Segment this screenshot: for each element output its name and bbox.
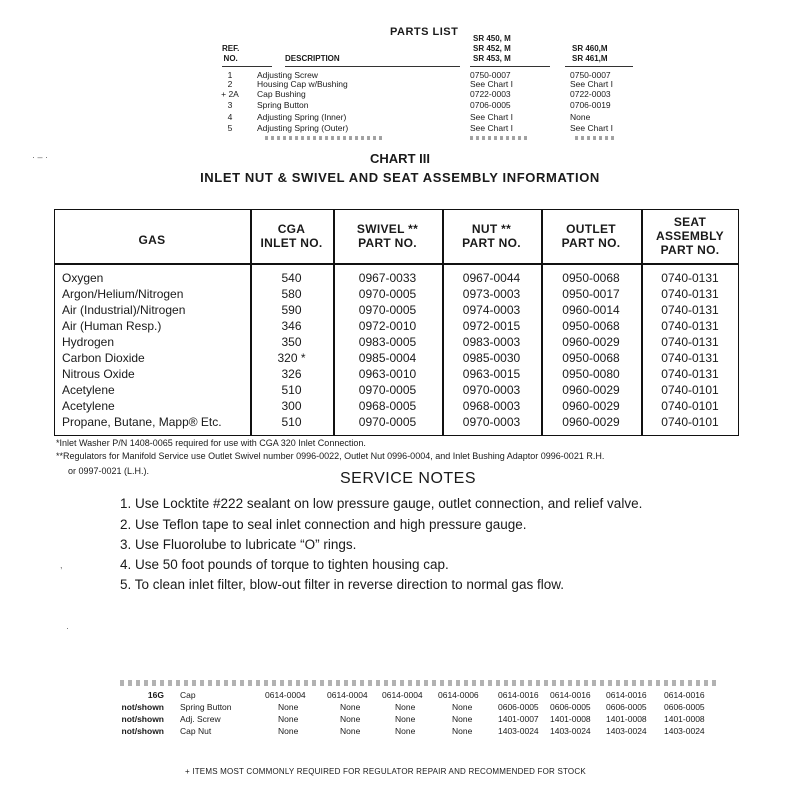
swivel-cell: 0967-0033	[358, 271, 417, 285]
desc-cell: Adjusting Screw	[257, 70, 318, 80]
part-cell: 1401-0007	[498, 714, 539, 724]
nut-cell: 0967-0044	[462, 271, 521, 285]
gas-cell: Carbon Dioxide	[62, 351, 145, 365]
nut-cell: 0973-0003	[462, 287, 521, 301]
part-cell: See Chart I	[470, 112, 513, 122]
cga-cell: 320 *	[277, 351, 306, 365]
swivel-cell: 0963-0010	[358, 367, 417, 381]
swivel-header	[333, 222, 442, 250]
part-cell: None	[278, 726, 299, 736]
model-1: SR 450, M	[473, 34, 511, 43]
gas-cell: Acetylene	[62, 383, 115, 397]
ref-header: REF.	[222, 44, 240, 53]
ref-cell: not/shown	[121, 726, 164, 736]
part-cell: None	[395, 702, 416, 712]
outlet-cell: 0950-0068	[562, 271, 620, 285]
part-cell: 0722-0003	[470, 89, 511, 99]
part-cell: 1403-0024	[606, 726, 647, 736]
rule	[285, 66, 460, 67]
part-cell: 0614-0016	[550, 690, 591, 700]
desc-cell: Spring Button	[180, 702, 232, 712]
cga-header	[250, 222, 333, 250]
part-cell: None	[452, 702, 473, 712]
ref-no-header	[222, 44, 239, 64]
seat-cell: 0740-0131	[661, 319, 719, 333]
outlet-header	[541, 222, 641, 250]
outlet-cell: 0960-0014	[562, 303, 620, 317]
manifold-service-note: **Regulators for Manifold Service use Outlet Swivel number 0996-0022, Outlet Nut 0996-0004, and Inlet Bushing Adaptor 0996-0021 R.H.	[56, 451, 605, 461]
cutoff-row-fragment	[120, 680, 720, 686]
swivel-cell: 0970-0005	[358, 287, 417, 301]
part-cell: 0706-0005	[470, 100, 511, 110]
gas-cell: Air (Human Resp.)	[62, 319, 162, 333]
desc-cell: Cap Nut	[180, 726, 212, 736]
part-cell: 0614-0006	[438, 690, 479, 700]
gas-cell: Acetylene	[62, 399, 115, 413]
part-cell: See Chart I	[570, 79, 613, 89]
cga-cell: 510	[281, 383, 302, 397]
part-cell: 0706-0019	[570, 100, 611, 110]
rule	[565, 66, 633, 67]
cga-cell: 580	[281, 287, 302, 301]
part-cell: 1403-0024	[550, 726, 591, 736]
part-cell: 0750-0007	[470, 70, 511, 80]
seat-cell: 0740-0101	[661, 415, 719, 429]
nut-cell: 0974-0003	[462, 303, 521, 317]
desc-cell: Adjusting Spring (Inner)	[257, 112, 347, 122]
part-cell: 1403-0024	[498, 726, 539, 736]
gas-cell: Air (Industrial)/Nitrogen	[62, 303, 186, 317]
part-cell: 0606-0005	[664, 702, 705, 712]
gas-cell: Propane, Butane, Mapp® Etc.	[62, 415, 222, 429]
stock-footnote: + ITEMS MOST COMMONLY REQUIRED FOR REGULATOR REPAIR AND RECOMMENDED FOR STOCK	[185, 767, 586, 776]
desc-cell: Adj. Screw	[180, 714, 221, 724]
ref-cell: not/shown	[121, 702, 164, 712]
header-divider	[54, 263, 739, 265]
part-cell: None	[278, 702, 299, 712]
gas-cell: Argon/Helium/Nitrogen	[62, 287, 184, 301]
seat-cell: 0740-0131	[661, 271, 719, 285]
description-header: DESCRIPTION	[285, 54, 340, 63]
part-cell: 0606-0005	[550, 702, 591, 712]
outlet-cell: 0950-0068	[562, 319, 620, 333]
scan-speck: ·	[66, 623, 69, 633]
gas-header: GAS	[138, 233, 166, 247]
part-cell: None	[395, 726, 416, 736]
part-cell: 1401-0008	[550, 714, 591, 724]
outlet-cell: 0960-0029	[562, 399, 620, 413]
part-cell: None	[395, 714, 416, 724]
chart-title: INLET NUT & SWIVEL AND SEAT ASSEMBLY INFORMATION	[200, 170, 600, 185]
ref-cell: 4	[227, 112, 233, 122]
part-cell: 0606-0005	[606, 702, 647, 712]
inlet-washer-note: *Inlet Washer P/N 1408-0065 required for use with CGA 320 Inlet Connection.	[56, 438, 366, 448]
scan-speck: ,	[60, 560, 63, 570]
ref-cell: not/shown	[121, 714, 164, 724]
service-note-5: 5. To clean inlet filter, blow-out filter in reverse direction to normal gas flow.	[120, 577, 564, 592]
nut-cell: 0983-0003	[462, 335, 521, 349]
part-cell: 0606-0005	[498, 702, 539, 712]
swivel-cell: 0983-0005	[358, 335, 417, 349]
service-note-2: 2. Use Teflon tape to seal inlet connection and high pressure gauge.	[120, 517, 527, 532]
outlet-cell: 0950-0017	[562, 287, 620, 301]
no-header: NO.	[223, 54, 238, 63]
cga-header-line2: INLET NO.	[260, 236, 323, 250]
swivel-cell: 0972-0010	[358, 319, 417, 333]
desc-cell: Housing Cap w/Bushing	[257, 79, 348, 89]
swivel-cell: 0985-0004	[358, 351, 417, 365]
part-cell: 1401-0008	[606, 714, 647, 724]
outlet-cell: 0950-0080	[562, 367, 620, 381]
service-note-1: 1. Use Locktite #222 sealant on low pressure gauge, outlet connection, and relief valve.	[120, 496, 643, 511]
cga-header-line1: CGA	[277, 222, 306, 236]
cga-cell: 350	[281, 335, 302, 349]
chart-label: CHART III	[370, 151, 430, 166]
nut-cell: 0985-0030	[462, 351, 521, 365]
ref-cell: + 2A	[221, 89, 239, 99]
nut-cell: 0972-0015	[462, 319, 521, 333]
outlet-cell: 0960-0029	[562, 335, 620, 349]
ref-cell: 1	[227, 70, 233, 80]
part-cell: See Chart I	[570, 123, 613, 133]
part-cell: 0614-0004	[327, 690, 368, 700]
seat-header-line2: ASSEMBLY	[656, 229, 724, 243]
part-cell: 1403-0024	[664, 726, 705, 736]
cga-cell: 300	[281, 399, 302, 413]
desc-cell: Spring Button	[257, 100, 309, 110]
parts-list-title: PARTS LIST	[390, 26, 459, 38]
cutoff-row-fragment	[575, 136, 615, 140]
seat-cell: 0740-0131	[661, 303, 719, 317]
part-cell: 0614-0016	[606, 690, 647, 700]
model-column-2-header	[572, 44, 608, 64]
part-cell: 0614-0016	[498, 690, 539, 700]
seat-cell: 0740-0131	[661, 335, 719, 349]
model-3: SR 453, M	[473, 54, 511, 63]
seat-cell: 0740-0131	[661, 351, 719, 365]
cga-cell: 590	[281, 303, 302, 317]
nut-cell: 0968-0003	[462, 399, 521, 413]
part-cell: 0614-0016	[664, 690, 705, 700]
part-cell: 0614-0004	[265, 690, 306, 700]
service-note-3: 3. Use Fluorolube to lubricate “O” rings.	[120, 537, 357, 552]
ref-cell: 3	[227, 100, 233, 110]
outlet-header-line1: OUTLET	[566, 222, 616, 236]
seat-cell: 0740-0101	[661, 383, 719, 397]
part-cell: None	[340, 726, 361, 736]
cga-cell: 510	[281, 415, 302, 429]
ref-cell: 16G	[147, 690, 164, 700]
cga-cell: 326	[281, 367, 302, 381]
model-column-1-header	[473, 34, 511, 64]
manifold-service-note-cont: or 0997-0021 (L.H.).	[68, 466, 150, 476]
part-cell: 0614-0004	[382, 690, 423, 700]
model-2: SR 452, M	[473, 44, 511, 53]
desc-cell: Adjusting Spring (Outer)	[257, 123, 349, 133]
swivel-cell: 0970-0005	[358, 303, 417, 317]
seat-cell: 0740-0101	[661, 399, 719, 413]
outlet-cell: 0960-0029	[562, 383, 620, 397]
model-4: SR 460,M	[572, 44, 608, 53]
cutoff-row-fragment	[470, 136, 530, 140]
cutoff-row-fragment	[265, 136, 385, 140]
seat-header-line1: SEAT	[673, 215, 707, 229]
service-note-4: 4. Use 50 foot pounds of torque to tighten housing cap.	[120, 557, 449, 572]
part-cell: 0722-0003	[570, 89, 611, 99]
part-cell: 1401-0008	[664, 714, 705, 724]
ref-cell: 2	[227, 79, 233, 89]
nut-cell: 0970-0003	[462, 415, 521, 429]
gas-cell: Nitrous Oxide	[62, 367, 135, 381]
part-cell: See Chart I	[470, 79, 513, 89]
nut-header-line1: NUT **	[471, 222, 512, 236]
part-cell: See Chart I	[470, 123, 513, 133]
part-cell: None	[452, 726, 473, 736]
nut-cell: 0963-0015	[462, 367, 521, 381]
desc-cell: Cap	[180, 690, 196, 700]
part-cell: None	[340, 702, 361, 712]
nut-header	[442, 222, 541, 250]
part-cell: None	[452, 714, 473, 724]
part-cell: 0750-0007	[570, 70, 611, 80]
outlet-header-line2: PART NO.	[561, 236, 621, 250]
rule	[222, 66, 272, 67]
scan-speck: · – ·	[32, 152, 49, 162]
swivel-header-line1: SWIVEL **	[356, 222, 419, 236]
nut-header-line2: PART NO.	[462, 236, 521, 250]
seat-cell: 0740-0131	[661, 287, 719, 301]
rule	[470, 66, 550, 67]
gas-cell: Hydrogen	[62, 335, 115, 349]
ref-cell: 5	[227, 123, 233, 133]
swivel-cell: 0968-0005	[358, 399, 417, 413]
service-notes-title: SERVICE NOTES	[340, 470, 477, 487]
part-cell: None	[570, 112, 591, 122]
desc-cell: Cap Bushing	[257, 89, 306, 99]
cga-cell: 346	[281, 319, 302, 333]
outlet-cell: 0960-0029	[562, 415, 620, 429]
gas-cell: Oxygen	[62, 271, 104, 285]
part-cell: None	[340, 714, 361, 724]
outlet-cell: 0950-0068	[562, 351, 620, 365]
seat-header-line3: PART NO.	[660, 243, 720, 257]
part-cell: None	[278, 714, 299, 724]
swivel-cell: 0970-0005	[358, 383, 417, 397]
swivel-cell: 0970-0005	[358, 415, 417, 429]
cga-cell: 540	[281, 271, 302, 285]
seat-header	[641, 215, 739, 257]
model-5: SR 461,M	[572, 54, 608, 63]
seat-cell: 0740-0131	[661, 367, 719, 381]
swivel-header-line2: PART NO.	[358, 236, 417, 250]
nut-cell: 0970-0003	[462, 383, 521, 397]
